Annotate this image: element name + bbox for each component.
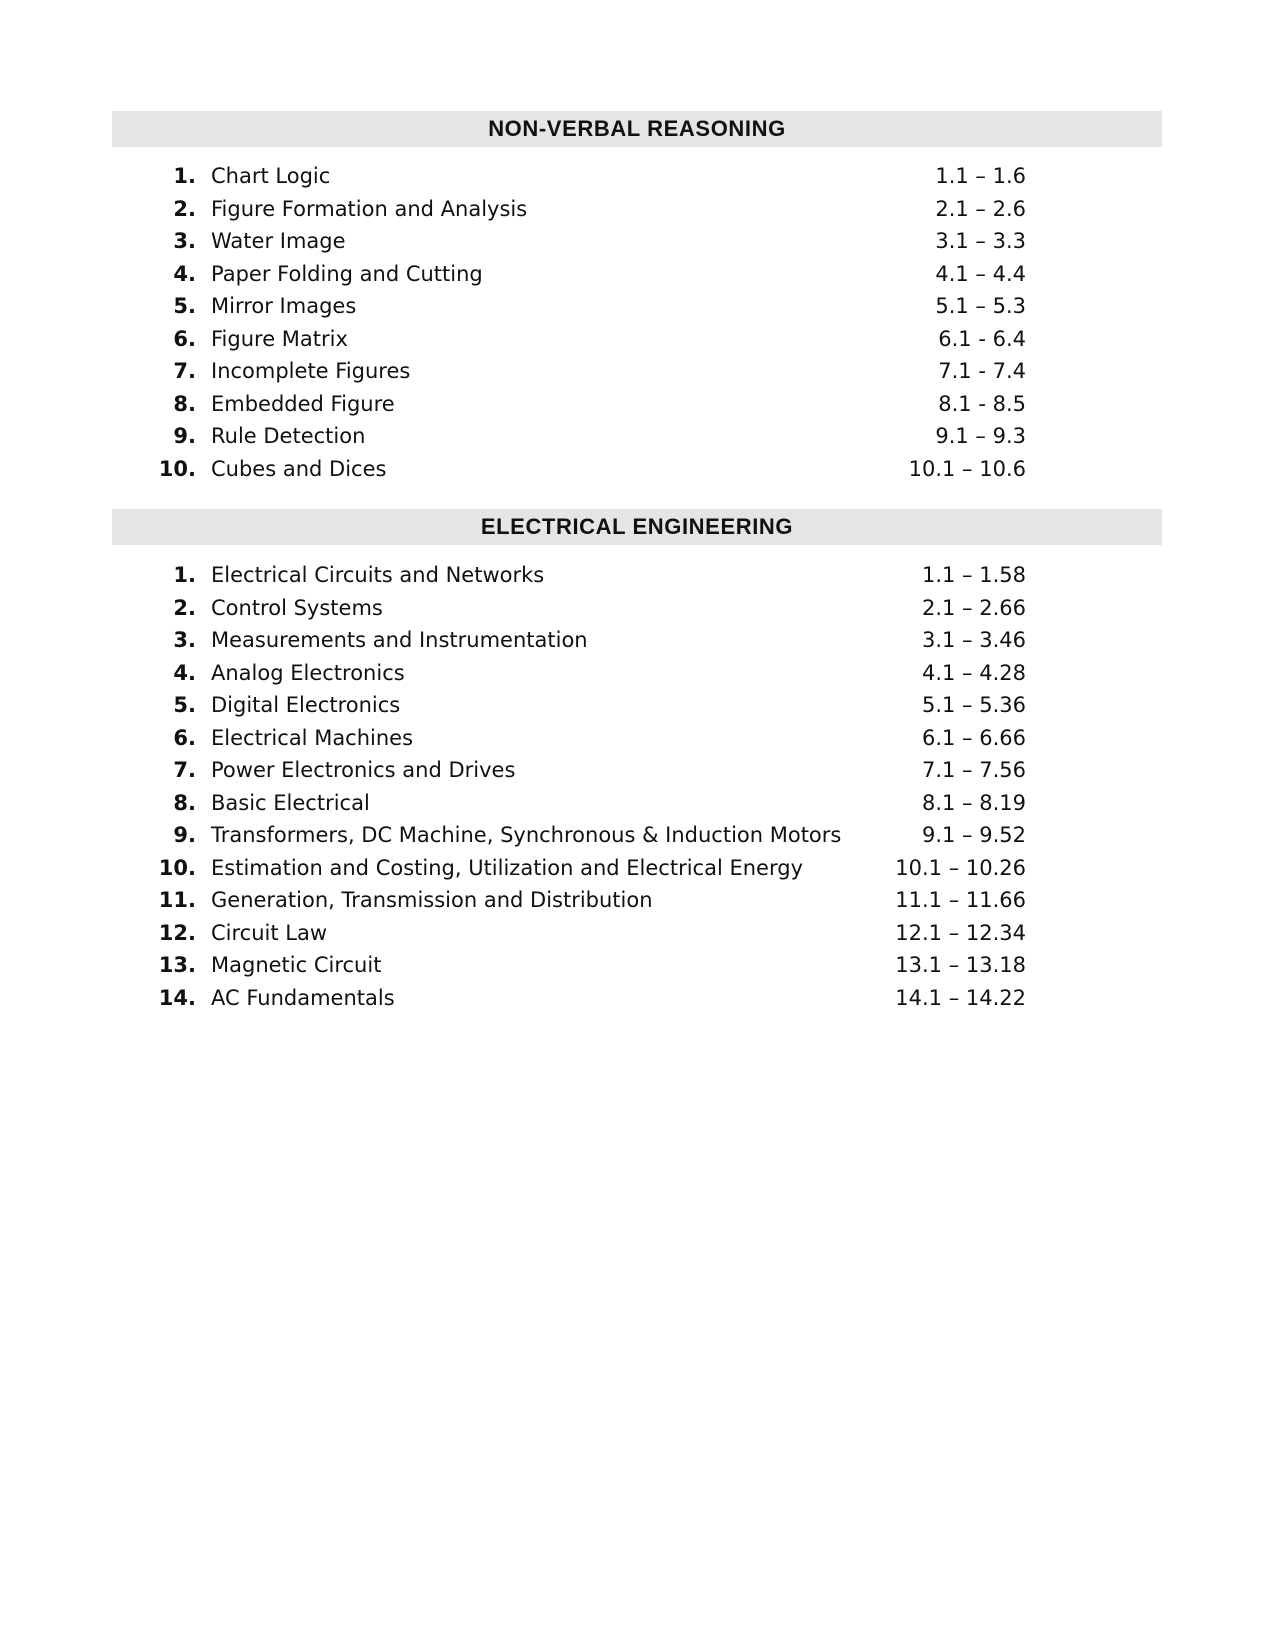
section-title: ELECTRICAL ENGINEERING	[112, 509, 1162, 545]
entry-page-range: 7.1 - 7.4	[938, 359, 1026, 383]
entry-title: Rule Detection	[211, 424, 366, 448]
entry-page-range: 4.1 – 4.28	[921, 660, 1026, 685]
entry-page-range: 5.1 – 5.36	[921, 693, 1026, 717]
entry-number: 2.	[173, 595, 196, 620]
entry-title: Transformers, DC Machine, Synchronous & Induction Motors	[211, 823, 842, 847]
entry-page-range: 3.1 – 3.46	[921, 628, 1026, 652]
entry-page-range: 5.1 – 5.3	[935, 294, 1026, 318]
entry-number: 5.	[173, 294, 196, 318]
entry-title: Cubes and Dices	[211, 456, 387, 481]
entry-number: 5.	[173, 693, 196, 717]
contents-entry	[112, 258, 1162, 291]
entry-title: Circuit Law	[211, 920, 328, 945]
entry-page-range: 12.1 – 12.34	[895, 920, 1026, 945]
entry-number: 14.	[158, 985, 196, 1010]
entry-title: Figure Formation and Analysis	[211, 196, 528, 221]
entry-title: Electrical Circuits and Networks	[211, 563, 545, 587]
contents-entry	[112, 160, 1162, 193]
contents-entry	[112, 323, 1162, 356]
contents-entry	[112, 754, 1162, 787]
contents-list	[112, 559, 1162, 1014]
contents-entry	[112, 689, 1162, 722]
contents-entry	[112, 949, 1162, 982]
contents-entry	[112, 225, 1162, 258]
entry-number: 4.	[173, 660, 196, 685]
entry-number: 9.	[173, 424, 196, 448]
entry-number: 6.	[173, 725, 196, 750]
entry-title: AC Fundamentals	[211, 985, 395, 1010]
entry-title: Digital Electronics	[211, 693, 401, 717]
entry-page-range: 9.1 – 9.3	[935, 424, 1026, 448]
entry-page-range: 3.1 – 3.3	[935, 229, 1026, 253]
entry-title: Embedded Figure	[211, 391, 395, 416]
entry-page-range: 6.1 – 6.66	[921, 725, 1026, 750]
entry-page-range: 8.1 - 8.5	[938, 391, 1026, 416]
entry-page-range: 13.1 – 13.18	[895, 953, 1026, 977]
entry-number: 1.	[173, 563, 196, 587]
entry-title: Paper Folding and Cutting	[211, 261, 483, 286]
contents-entry	[112, 420, 1162, 453]
section-non-verbal-reasoning	[112, 111, 1162, 485]
contents-entry	[112, 819, 1162, 852]
entry-title: Generation, Transmission and Distribution	[211, 888, 653, 912]
contents-entry	[112, 193, 1162, 226]
entry-page-range: 1.1 – 1.58	[921, 563, 1026, 587]
contents-entry	[112, 884, 1162, 917]
entry-page-range: 2.1 – 2.66	[921, 595, 1026, 620]
entry-title: Measurements and Instrumentation	[211, 628, 588, 652]
entry-number: 13.	[158, 953, 196, 977]
entry-number: 3.	[173, 229, 196, 253]
entry-page-range: 14.1 – 14.22	[895, 985, 1026, 1010]
entry-title: Control Systems	[211, 595, 383, 620]
contents-entry	[112, 453, 1162, 486]
entry-number: 9.	[173, 823, 196, 847]
section-electrical-engineering	[112, 509, 1162, 1014]
entry-number: 10.	[158, 456, 196, 481]
entry-page-range: 1.1 – 1.6	[935, 164, 1026, 188]
entry-page-range: 11.1 – 11.66	[895, 888, 1026, 912]
entry-title: Estimation and Costing, Utilization and Electrical Energy	[211, 855, 803, 880]
contents-entry	[112, 917, 1162, 950]
entry-title: Chart Logic	[211, 164, 331, 188]
entry-page-range: 2.1 – 2.6	[935, 196, 1026, 221]
entry-page-range: 10.1 – 10.6	[908, 456, 1026, 481]
entry-title: Incomplete Figures	[211, 359, 411, 383]
entry-page-range: 6.1 - 6.4	[938, 326, 1026, 351]
contents-entry	[112, 290, 1162, 323]
entry-number: 8.	[173, 790, 196, 815]
entry-page-range: 10.1 – 10.26	[895, 855, 1026, 880]
contents-entry	[112, 657, 1162, 690]
section-title: NON-VERBAL REASONING	[112, 111, 1162, 147]
entry-number: 8.	[173, 391, 196, 416]
entry-number: 7.	[173, 359, 196, 383]
contents-list	[112, 160, 1162, 485]
entry-title: Magnetic Circuit	[211, 953, 382, 977]
contents-entry	[112, 787, 1162, 820]
contents-entry	[112, 355, 1162, 388]
entry-number: 12.	[158, 920, 196, 945]
entry-number: 10.	[158, 855, 196, 880]
entry-number: 3.	[173, 628, 196, 652]
entry-title: Water Image	[211, 229, 346, 253]
entry-title: Basic Electrical	[211, 790, 370, 815]
entry-number: 2.	[173, 196, 196, 221]
entry-number: 11.	[158, 888, 196, 912]
entry-number: 4.	[173, 261, 196, 286]
entry-number: 7.	[173, 758, 196, 782]
entry-title: Analog Electronics	[211, 660, 405, 685]
contents-entry	[112, 592, 1162, 625]
contents-entry	[112, 982, 1162, 1015]
contents-entry	[112, 852, 1162, 885]
entry-title: Power Electronics and Drives	[211, 758, 516, 782]
contents-entry	[112, 559, 1162, 592]
entry-number: 1.	[173, 164, 196, 188]
entry-page-range: 8.1 – 8.19	[921, 790, 1026, 815]
entry-title: Electrical Machines	[211, 725, 414, 750]
entry-title: Mirror Images	[211, 294, 357, 318]
entry-page-range: 9.1 – 9.52	[921, 823, 1026, 847]
contents-entry	[112, 624, 1162, 657]
entry-page-range: 4.1 – 4.4	[935, 261, 1026, 286]
entry-page-range: 7.1 – 7.56	[921, 758, 1026, 782]
entry-title: Figure Matrix	[211, 326, 348, 351]
contents-entry	[112, 388, 1162, 421]
contents-entry	[112, 722, 1162, 755]
entry-number: 6.	[173, 326, 196, 351]
